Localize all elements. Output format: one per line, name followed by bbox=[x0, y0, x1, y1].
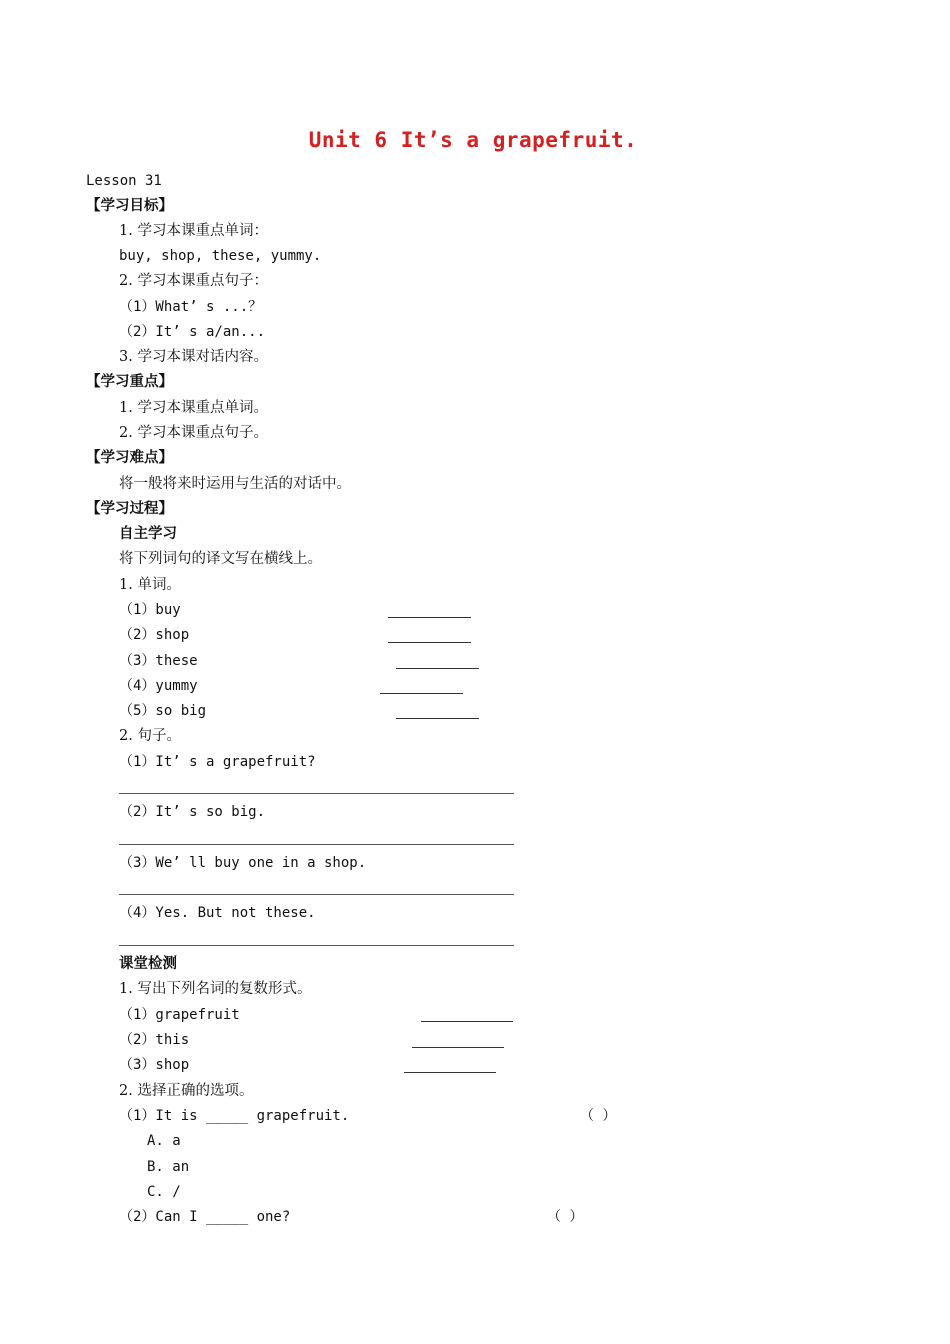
check-heading: 课堂检测 bbox=[119, 956, 177, 972]
plural-heading: 1. 写出下列名词的复数形式。 bbox=[119, 981, 312, 997]
answer-blank[interactable] bbox=[396, 718, 479, 719]
sentences-heading: 2. 句子。 bbox=[119, 728, 181, 744]
answer-blank[interactable] bbox=[388, 617, 471, 618]
choice-option[interactable]: C. / bbox=[147, 1184, 181, 1200]
difficulty-item: 将一般将来时运用与生活的对话中。 bbox=[119, 476, 351, 492]
answer-parentheses[interactable]: （ ） bbox=[580, 1108, 617, 1124]
goal-item: （2）It’ s a/an... bbox=[119, 324, 266, 340]
plural-item: （1）grapefruit bbox=[119, 1007, 240, 1023]
self-study-heading: 自主学习 bbox=[119, 526, 177, 542]
answer-blank[interactable] bbox=[421, 1021, 513, 1022]
answer-parentheses[interactable]: （ ） bbox=[547, 1209, 584, 1225]
answer-blank[interactable] bbox=[380, 693, 463, 694]
choice-question: （2）Can I _____ one? bbox=[119, 1209, 291, 1225]
plural-item: （2）this bbox=[119, 1032, 190, 1048]
answer-blank[interactable] bbox=[404, 1072, 496, 1073]
word-item: （1）buy bbox=[119, 602, 181, 618]
difficulties-heading: 【学习难点】 bbox=[86, 450, 173, 466]
goal-item: （1）What’ s ...？ bbox=[119, 299, 263, 315]
answer-line[interactable] bbox=[119, 844, 514, 845]
document-title: Unit 6 It’s a grapefruit. bbox=[308, 128, 638, 152]
answer-blank[interactable] bbox=[412, 1047, 504, 1048]
self-study-instruction: 将下列词句的译文写在横线上。 bbox=[119, 551, 322, 567]
process-heading: 【学习过程】 bbox=[86, 501, 173, 517]
sentence-item: （1）It’ s a grapefruit? bbox=[119, 754, 316, 770]
answer-line[interactable] bbox=[119, 945, 514, 946]
sentence-item: （4）Yes. But not these. bbox=[119, 905, 316, 921]
goal-item: 3. 学习本课对话内容。 bbox=[119, 349, 268, 365]
answer-line[interactable] bbox=[119, 894, 514, 895]
answer-blank[interactable] bbox=[396, 668, 479, 669]
goal-item: 1. 学习本课重点单词： bbox=[119, 223, 268, 239]
word-item: （2）shop bbox=[119, 627, 190, 643]
sentence-item: （2）It’ s so big. bbox=[119, 804, 266, 820]
plural-item: （3）shop bbox=[119, 1057, 190, 1073]
lesson-label: Lesson 31 bbox=[86, 173, 162, 189]
word-item: （4）yummy bbox=[119, 678, 198, 694]
goal-item: 2. 学习本课重点句子： bbox=[119, 273, 268, 289]
answer-blank[interactable] bbox=[388, 642, 471, 643]
choice-heading: 2. 选择正确的选项。 bbox=[119, 1083, 254, 1099]
answer-line[interactable] bbox=[119, 793, 514, 794]
key-points-heading: 【学习重点】 bbox=[86, 374, 173, 390]
words-heading: 1. 单词。 bbox=[119, 577, 181, 593]
choice-option[interactable]: A. a bbox=[147, 1133, 181, 1149]
key-point-item: 1. 学习本课重点单词。 bbox=[119, 400, 268, 416]
choice-option[interactable]: B. an bbox=[147, 1159, 190, 1175]
word-item: （5）so big bbox=[119, 703, 207, 719]
goal-item: buy, shop, these, yummy. bbox=[119, 248, 322, 264]
sentence-item: （3）We’ ll buy one in a shop. bbox=[119, 855, 367, 871]
key-point-item: 2. 学习本课重点句子。 bbox=[119, 425, 268, 441]
choice-question: （1）It is _____ grapefruit. bbox=[119, 1108, 350, 1124]
goals-heading: 【学习目标】 bbox=[86, 198, 173, 214]
word-item: （3）these bbox=[119, 653, 198, 669]
